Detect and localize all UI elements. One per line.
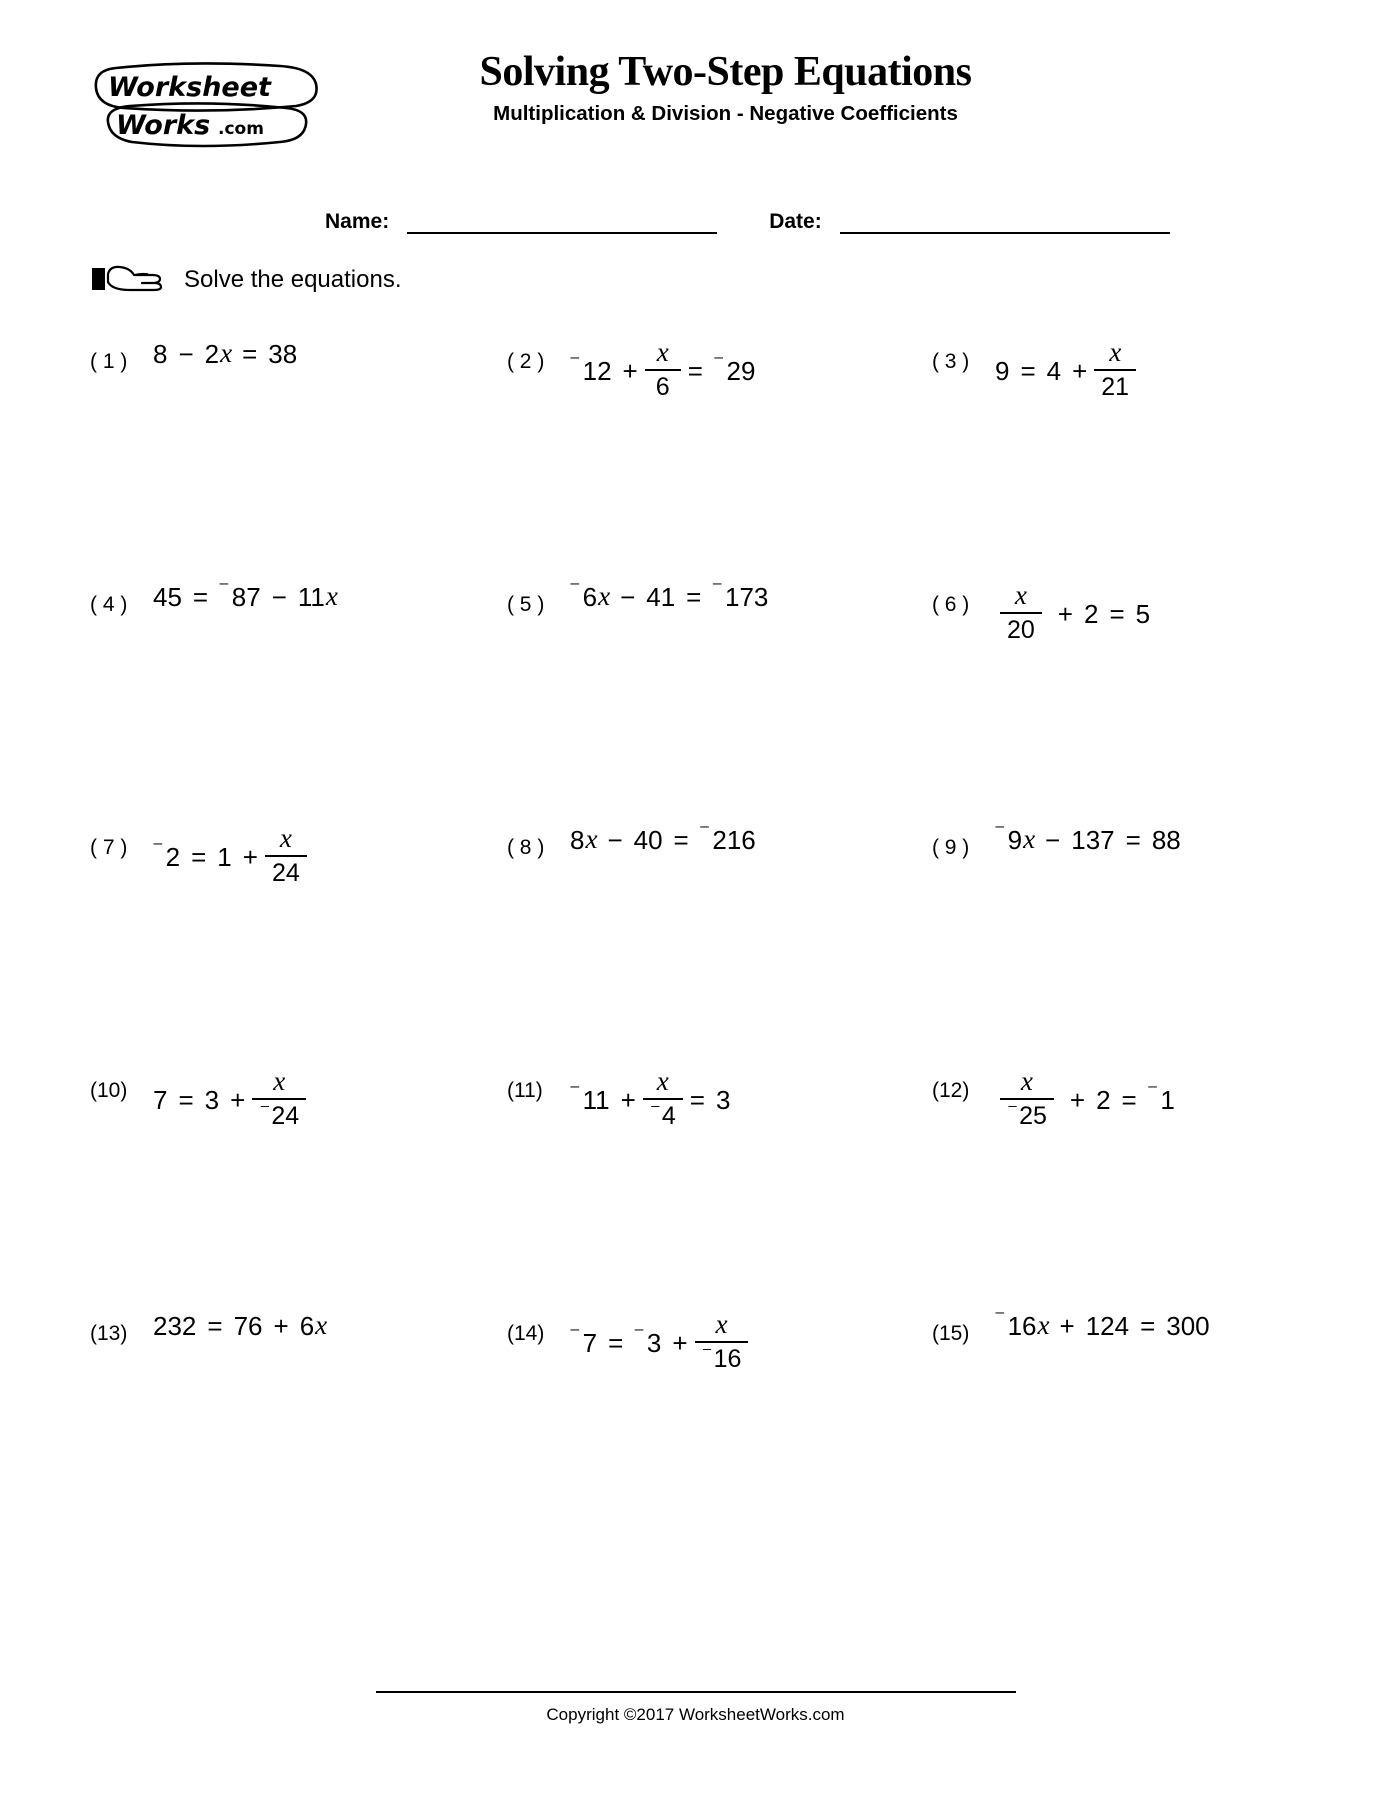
fraction (252, 1067, 306, 1130)
term: 3 (646, 1328, 662, 1359)
negative-sign: ⁻ (1006, 1099, 1019, 1123)
page-subtitle: Multiplication & Division - Negative Coefficients (493, 102, 958, 126)
denominator: 21 (1101, 373, 1130, 402)
problem-number: (12) (931, 1079, 970, 1102)
negative-sign: ⁻ (649, 1099, 661, 1123)
term: 40 (633, 824, 663, 855)
numerator: x (279, 823, 292, 853)
equals: = (1020, 356, 1036, 387)
equation (152, 340, 298, 367)
name-label: Name: (325, 210, 390, 233)
equals: = (1125, 824, 1141, 855)
term: 5 (1135, 599, 1151, 630)
fraction (265, 824, 307, 887)
logo-graphic (90, 58, 330, 153)
equation (994, 580, 1151, 646)
term: 87 (231, 581, 261, 612)
variable: x (1023, 824, 1036, 854)
equals: = (687, 356, 703, 387)
term: 12 (582, 356, 612, 387)
numerator: x (273, 1066, 286, 1096)
equation (568, 337, 756, 403)
equals: = (242, 338, 258, 369)
equals: = (1140, 1310, 1156, 1341)
negative-sign: ⁻ (701, 1342, 713, 1366)
term: 7 (153, 1085, 168, 1116)
equation (568, 574, 769, 612)
problem-2[interactable] (487, 326, 904, 569)
negative-sign: ⁻ (218, 574, 230, 600)
term: 3 (715, 1085, 731, 1116)
term: 2 (1096, 1085, 1111, 1116)
fraction (1094, 338, 1136, 401)
fraction (645, 338, 681, 401)
variable: x (325, 581, 338, 611)
numerator: x (1020, 1066, 1033, 1096)
denominator (252, 1099, 306, 1131)
term: 124 (1085, 1310, 1130, 1341)
date-label: Date: (769, 210, 822, 233)
negative-sign: ⁻ (993, 1303, 1006, 1329)
equals: = (608, 1328, 624, 1359)
equation (569, 817, 757, 855)
equals: = (686, 581, 702, 612)
problem-3[interactable] (904, 326, 1321, 569)
negative-sign: ⁻ (633, 1321, 645, 1347)
term: 1 (1160, 1085, 1175, 1116)
negative-sign: ⁻ (568, 349, 581, 375)
equals: = (192, 581, 209, 612)
problem-13[interactable] (70, 1298, 487, 1541)
problem-4[interactable] (70, 569, 487, 812)
equation (568, 1066, 731, 1132)
numerator: x (656, 337, 669, 367)
problem-10[interactable] (70, 1055, 487, 1298)
problem-6[interactable] (904, 569, 1321, 812)
problem-9[interactable] (904, 812, 1321, 1055)
fraction (1000, 581, 1042, 644)
numerator: x (715, 1309, 728, 1339)
term: 88 (1151, 824, 1181, 855)
variable: x (220, 338, 233, 368)
variable: x (598, 581, 611, 611)
problem-number: ( 2 ) (506, 350, 545, 373)
operator: − (620, 581, 636, 612)
denominator-value: 25 (1019, 1102, 1047, 1131)
problem-5[interactable] (487, 569, 904, 812)
coefficient: 6 (299, 1310, 315, 1341)
problem-number: ( 5 ) (506, 593, 545, 616)
numerator: x (1014, 580, 1027, 610)
negative-sign: ⁻ (1146, 1078, 1159, 1104)
operator: + (273, 1310, 289, 1341)
problem-8[interactable] (487, 812, 904, 1055)
denominator (1000, 1099, 1054, 1131)
coefficient: 2 (204, 338, 220, 369)
term: 4 (1046, 356, 1062, 387)
problem-row (70, 326, 1321, 569)
problem-number: ( 8 ) (506, 836, 545, 859)
negative-sign: ⁻ (568, 1078, 581, 1104)
page-footer (0, 1691, 1391, 1725)
negative-sign: ⁻ (993, 817, 1006, 843)
equation (994, 1066, 1176, 1132)
operator: + (672, 1328, 688, 1359)
term: 137 (1071, 824, 1115, 855)
problem-row (70, 569, 1321, 812)
term: 76 (233, 1310, 263, 1341)
operator: − (1045, 824, 1061, 855)
denominator: 6 (655, 373, 670, 402)
operator: + (242, 842, 258, 873)
negative-sign: ⁻ (259, 1099, 271, 1123)
denominator-value: 4 (661, 1102, 676, 1131)
operator: − (178, 338, 194, 369)
fraction (695, 1310, 749, 1373)
numerator: x (1109, 337, 1122, 367)
term: 41 (646, 581, 676, 612)
equals: = (191, 842, 207, 873)
name-input[interactable] (407, 212, 717, 234)
problem-15[interactable] (904, 1298, 1321, 1541)
equation (568, 1309, 754, 1375)
negative-sign: ⁻ (568, 574, 581, 600)
equation (152, 823, 313, 889)
problem-grid (70, 326, 1321, 1541)
problem-number: (11) (506, 1079, 543, 1102)
equals: = (178, 1085, 194, 1116)
copyright-text: Copyright ©2017 WorksheetWorks.com (546, 1705, 845, 1724)
fraction-bar (1094, 369, 1136, 371)
problem-row (70, 812, 1321, 1055)
denominator: 24 (271, 859, 300, 888)
operator: + (620, 1085, 636, 1116)
date-input[interactable] (840, 212, 1170, 234)
negative-sign: ⁻ (712, 349, 725, 375)
operator: − (607, 824, 623, 855)
problem-row (70, 1055, 1321, 1298)
instruction-row (70, 260, 1321, 300)
fraction-bar (1000, 612, 1042, 614)
negative-sign: ⁻ (698, 817, 711, 843)
problem-number: ( 3 ) (931, 350, 970, 373)
problem-number: ( 7 ) (90, 836, 128, 859)
term: 216 (712, 824, 756, 855)
problem-14[interactable] (487, 1298, 904, 1541)
instruction-text: Solve the equations. (184, 266, 402, 293)
negative-sign: ⁻ (568, 1321, 581, 1347)
problem-12[interactable] (904, 1055, 1321, 1298)
term: 300 (1166, 1310, 1210, 1341)
svg-text:Works: Works (116, 110, 211, 141)
page-title: Solving Two-Step Equations (479, 49, 972, 95)
denominator: 20 (1006, 616, 1035, 645)
equals: = (689, 1085, 705, 1116)
coefficient: 9 (1007, 824, 1023, 855)
worksheetworks-logo (90, 58, 330, 153)
fraction-bar (265, 855, 307, 857)
problem-number: ( 9 ) (931, 836, 970, 859)
problem-number: ( 6 ) (931, 593, 970, 616)
variable: x (585, 824, 598, 854)
term: 38 (268, 338, 298, 369)
problem-number: (14) (506, 1322, 545, 1345)
problem-number: (13) (90, 1322, 128, 1345)
fraction (643, 1067, 683, 1130)
problem-number: (15) (931, 1322, 970, 1345)
term: 7 (582, 1328, 598, 1359)
equation (993, 817, 1182, 855)
page-header (70, 0, 1321, 180)
fraction (1000, 1067, 1054, 1130)
operator: + (1057, 599, 1073, 630)
denominator (643, 1099, 683, 1131)
equation (993, 1303, 1211, 1341)
problem-number: (10) (90, 1079, 128, 1102)
term: 2 (1083, 599, 1099, 630)
svg-text:.com: .com (218, 119, 264, 139)
term: 2 (165, 842, 181, 873)
operator: + (622, 356, 638, 387)
term: 11 (582, 1085, 610, 1116)
pointing-hand-icon (90, 260, 168, 300)
problem-1[interactable] (70, 326, 487, 569)
denominator-value: 24 (271, 1102, 300, 1131)
equation (152, 574, 338, 612)
equals: = (1109, 599, 1125, 630)
negative-sign: ⁻ (711, 574, 723, 600)
equals: = (673, 824, 689, 855)
term: 173 (724, 581, 769, 612)
coefficient: 8 (569, 824, 585, 855)
operator: + (1069, 1085, 1086, 1116)
svg-text:Worksheet: Worksheet (108, 72, 271, 103)
equation (994, 337, 1142, 403)
term: 9 (994, 356, 1010, 387)
term: 8 (153, 338, 168, 369)
fraction-bar (645, 369, 681, 371)
coefficient: 6 (582, 581, 598, 612)
problem-row (70, 1298, 1321, 1541)
term: 1 (217, 842, 232, 873)
equals: = (1121, 1085, 1137, 1116)
operator: + (230, 1085, 246, 1116)
term: 45 (153, 581, 182, 612)
equals: = (207, 1310, 223, 1341)
name-date-row (70, 210, 1321, 234)
term: 29 (726, 356, 756, 387)
operator: + (1059, 1310, 1075, 1341)
numerator: x (656, 1066, 669, 1096)
variable: x (1037, 1310, 1050, 1340)
fraction-bar (643, 1098, 683, 1100)
term: 232 (153, 1310, 197, 1341)
variable: x (315, 1310, 328, 1340)
coefficient: 16 (1007, 1310, 1037, 1341)
operator: + (1072, 356, 1088, 387)
operator: − (271, 581, 287, 612)
problem-7[interactable] (70, 812, 487, 1055)
equation (152, 1066, 312, 1132)
footer-divider (376, 1691, 1016, 1693)
negative-sign: ⁻ (152, 835, 164, 861)
problem-number: ( 1 ) (90, 350, 128, 373)
problem-11[interactable] (487, 1055, 904, 1298)
problem-number: ( 4 ) (90, 593, 128, 616)
denominator (695, 1342, 749, 1374)
denominator-value: 16 (713, 1345, 742, 1374)
equation (152, 1312, 327, 1339)
term: 3 (204, 1085, 220, 1116)
coefficient: 11 (297, 581, 325, 612)
